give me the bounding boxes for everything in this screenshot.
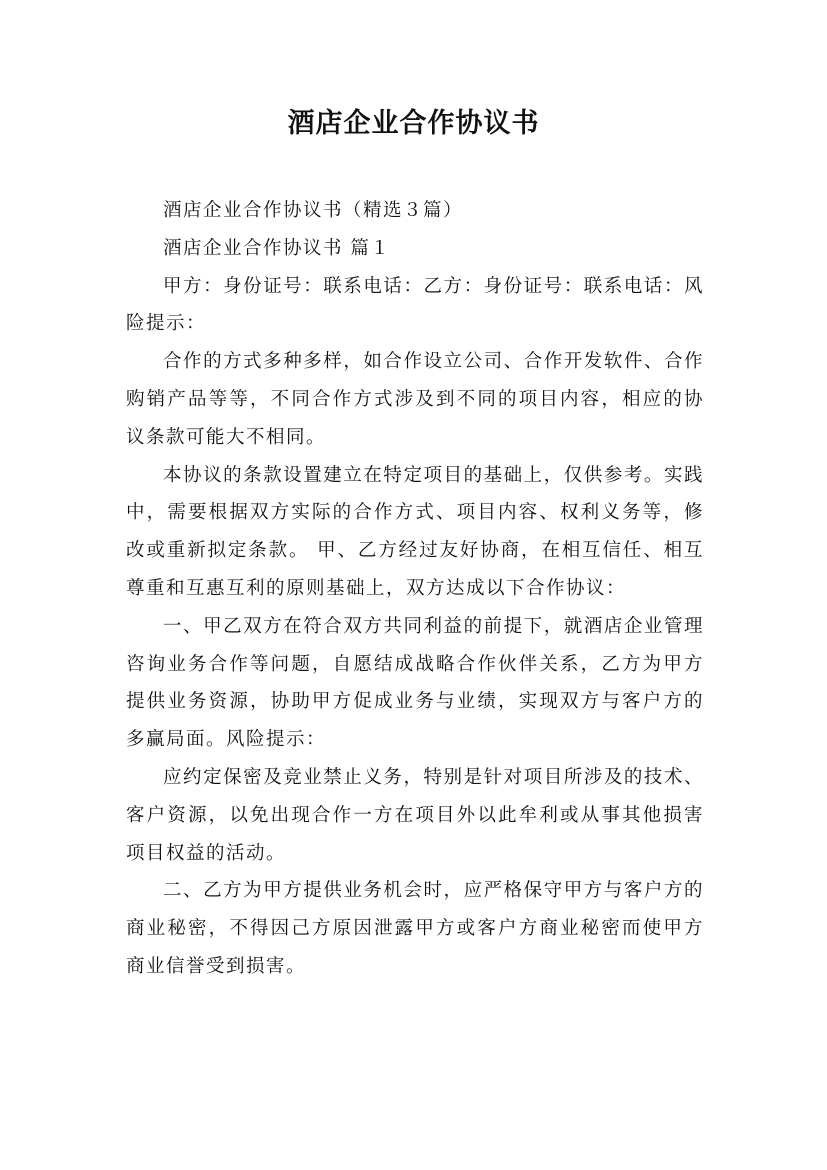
paragraph-reference-note: 本协议的条款设置建立在特定项目的基础上，仅供参考。实践中，需要根据双方实际的合作方式、项目内容、权利义务等，修改或重新拟定条款。 甲、乙方经过友好协商，在相互信任、相互尊重和互惠互利的原则基础上，双方达成以下合作协议： — [126, 464, 704, 599]
document-body — [126, 192, 704, 986]
document-title: 酒店企业合作协议书 — [287, 108, 540, 139]
paragraph-clause-2: 二、乙方为甲方提供业务机会时，应严格保守甲方与客户方的商业秘密，不得因己方原因泄露甲方或客户方商业秘密而使甲方商业信誉受到损害。 — [126, 880, 704, 977]
paragraph-parties: 甲方：身份证号：联系电话：乙方：身份证号：联系电话：风险提示： — [126, 275, 704, 335]
paragraph-clause-1: 一、甲乙双方在符合双方共同利益的前提下，就酒店企业管理咨询业务合作等问题，自愿结成战略合作伙伴关系，乙方为甲方提供业务资源，协助甲方促成业务与业绩，实现双方与客户方的多赢局面。风险提示： — [126, 615, 704, 751]
paragraph-subtitle: 酒店企业合作协议书（精选３篇） — [163, 200, 464, 221]
paragraph-cooperation-methods: 合作的方式多种多样，如合作设立公司、合作开发软件、合作购销产品等等，不同合作方式涉及到不同的项目内容，相应的协议条款可能大不相同。 — [126, 351, 704, 448]
paragraph-section-heading: 酒店企业合作协议书 篇１ — [163, 237, 391, 259]
paragraph-confidentiality-note: 应约定保密及竞业禁止义务，特别是针对项目所涉及的技术、客户资源，以免出现合作一方在项目外以此牟利或从事其他损害项目权益的活动。 — [126, 766, 704, 864]
